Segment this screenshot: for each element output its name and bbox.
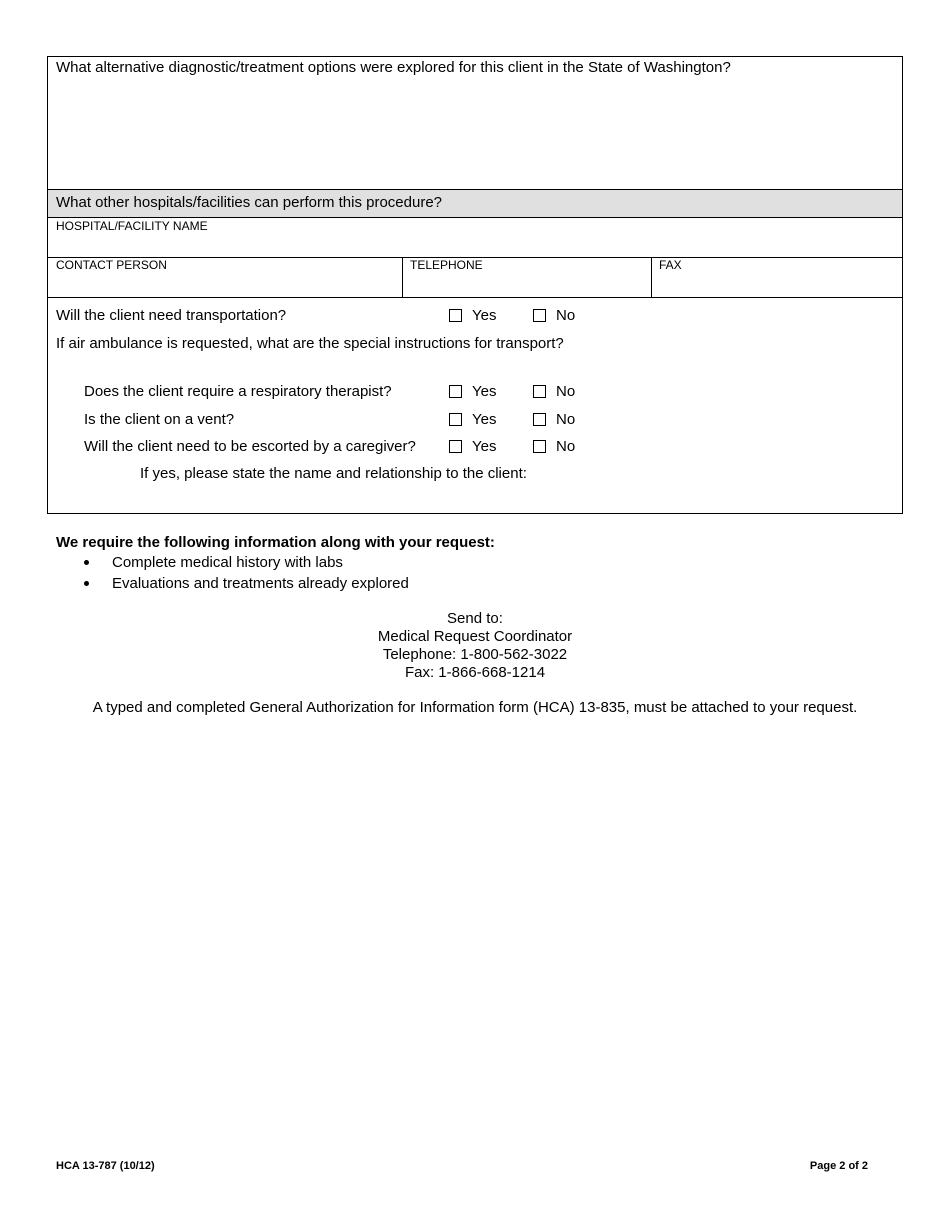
divider <box>47 189 903 190</box>
no-label: No <box>556 383 576 400</box>
vent-yes-option[interactable] <box>449 411 496 428</box>
yes-label: Yes <box>472 383 497 400</box>
alt-options-question: What alternative diagnostic/treatment options were explored for this client in the State of Washington? <box>56 59 731 76</box>
transportation-no-checkbox[interactable] <box>533 309 546 322</box>
no-label: No <box>556 411 576 428</box>
respiratory-no-option[interactable] <box>533 383 575 400</box>
transportation-yes-option[interactable] <box>449 307 496 324</box>
contact-person-field[interactable] <box>56 274 396 294</box>
page-number: Page 2 of 2 <box>809 1160 868 1172</box>
vent-no-checkbox[interactable] <box>533 413 546 426</box>
divider <box>47 217 903 218</box>
escort-no-checkbox[interactable] <box>533 440 546 453</box>
telephone-field[interactable] <box>410 274 645 294</box>
fax-label: FAX <box>659 258 682 272</box>
alt-options-text-area[interactable] <box>56 80 896 184</box>
column-divider <box>651 257 652 298</box>
bullet-icon <box>84 560 89 565</box>
transportation-no-option[interactable] <box>533 307 575 324</box>
attachment-note: A typed and completed General Authorization for Information form (HCA) 13-835, must be attached to your request. <box>92 699 858 716</box>
contact-person-label: CONTACT PERSON <box>56 258 167 272</box>
no-label: No <box>556 307 576 324</box>
bullet-icon <box>84 581 89 586</box>
escort-question: Will the client need to be escorted by a caregiver? <box>84 438 416 455</box>
respiratory-no-checkbox[interactable] <box>533 385 546 398</box>
list-item: Complete medical history with labs <box>84 554 409 575</box>
respiratory-yes-checkbox[interactable] <box>449 385 462 398</box>
no-label: No <box>556 438 576 455</box>
telephone-label: TELEPHONE <box>410 258 483 272</box>
escort-name-relationship-field[interactable] <box>140 484 890 508</box>
transportation-yes-checkbox[interactable] <box>449 309 462 322</box>
escort-yes-checkbox[interactable] <box>449 440 462 453</box>
divider <box>47 297 903 298</box>
list-item: Evaluations and treatments already explored <box>84 575 409 596</box>
yes-label: Yes <box>472 307 497 324</box>
send-to-fax: Fax: 1-866-668-1214 <box>404 664 546 681</box>
yes-label: Yes <box>472 438 497 455</box>
air-ambulance-question: If air ambulance is requested, what are the special instructions for transport? <box>56 335 564 352</box>
transportation-question: Will the client need transportation? <box>56 307 287 324</box>
vent-yes-checkbox[interactable] <box>449 413 462 426</box>
requirements-heading: We require the following information along with your request: <box>56 534 495 551</box>
form-id: HCA 13-787 (10/12) <box>56 1160 155 1172</box>
escort-yes-option[interactable] <box>449 438 496 455</box>
send-to-recipient: Medical Request Coordinator <box>377 628 573 645</box>
vent-no-option[interactable] <box>533 411 575 428</box>
escort-no-option[interactable] <box>533 438 575 455</box>
vent-question: Is the client on a vent? <box>84 411 235 428</box>
send-to-label: Send to: <box>447 610 503 627</box>
other-facilities-question: What other hospitals/facilities can perform this procedure? <box>56 194 443 211</box>
column-divider <box>402 257 403 298</box>
send-to-telephone: Telephone: 1-800-562-3022 <box>382 646 568 663</box>
facility-name-label: HOSPITAL/FACILITY NAME <box>56 219 208 233</box>
facility-name-field[interactable] <box>56 234 896 254</box>
requirements-list <box>84 554 409 596</box>
yes-label: Yes <box>472 411 497 428</box>
respiratory-yes-option[interactable] <box>449 383 496 400</box>
escort-followup-question: If yes, please state the name and relationship to the client: <box>140 465 527 482</box>
air-ambulance-instructions-field[interactable] <box>56 355 896 377</box>
respiratory-therapist-question: Does the client require a respiratory therapist? <box>84 383 392 400</box>
fax-field[interactable] <box>659 274 897 294</box>
